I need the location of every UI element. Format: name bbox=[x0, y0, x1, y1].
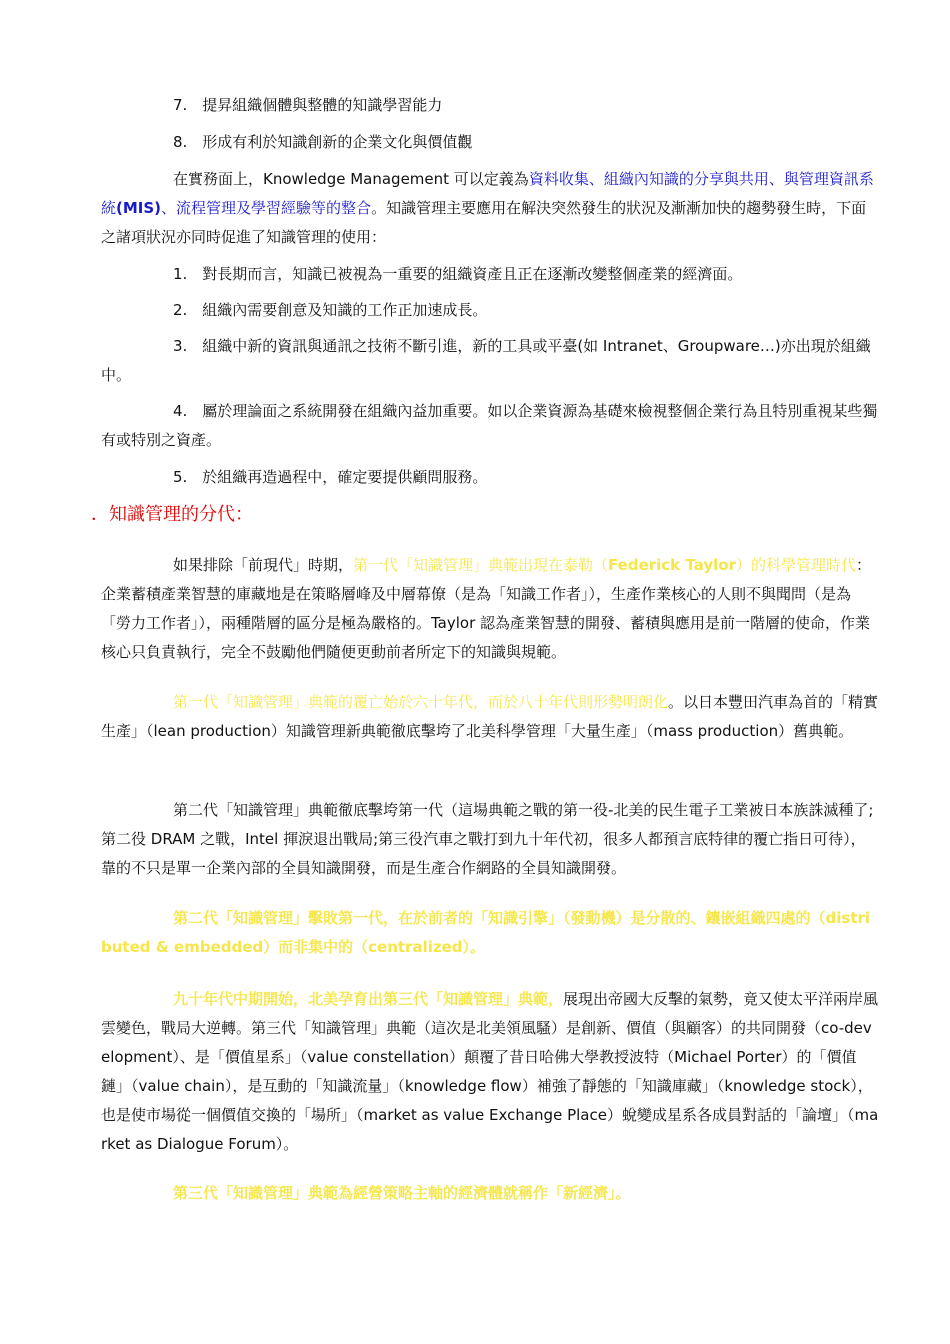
paragraph-first-generation-decline bbox=[101, 688, 879, 746]
text: 展現出帝國大反擊的氣勢，竟又使太平洋兩岸風雲變色，戰局大逆轉。第三代「知識管理」典範（這次是北美領風騷）是創新、價值（與顧客）的共同開發（co-development）、是「價值星系」（value constellation）顛覆了昔日哈佛大學教授波特（Michael Porter）的「價值鏈」（value chain），是互動的「知識流量」（knowledge flow）補強了靜態的「知識庫藏」（knowledge stock），也是使市場從一個價值交換的「場所」（market as value Exchange Place）蛻變成星系各成員對話的「論壇」（market as Dialogue Forum）。 bbox=[101, 990, 879, 1153]
list-item-2: 2. 組織內需要創意及知識的工作正加速成長。 bbox=[173, 301, 488, 319]
paragraph-km-definition bbox=[101, 165, 879, 252]
paragraph-second-generation-highlight bbox=[101, 904, 879, 962]
text: ：企業蓄積產業智慧的庫藏地是在策略層峰及中層幕僚（是為「知識工作者」），生產作業核心的人則不與聞問（是為「勞力工作者」），兩種階層的區分是極為嚴格的。Taylor 認為產業智慧的開發、蓄積與應用是前一階層的使命，作業核心只負責執行，完全不鼓勵他們隨便更動前者所定下的知識與規範。 bbox=[101, 556, 871, 661]
text: 。知識管理主要應用在解決突然發生的狀況及漸漸加快的趨勢發生時，下面之諸項狀況亦同時促進了知識管理的使用： bbox=[101, 199, 867, 246]
highlight-yellow-text: ）而非集中的（ bbox=[263, 938, 369, 956]
highlight-yellow-text: ）的科學管理時代 bbox=[735, 556, 856, 574]
highlight-yellow-text: ）。 bbox=[462, 938, 486, 956]
text: 如果排除「前現代」時期， bbox=[173, 556, 354, 574]
list-item-1: 1. 對長期而言，知識已被視為一重要的組織資產且正在逐漸改變整個產業的經濟面。 bbox=[173, 265, 743, 283]
highlight-blue-text: 資料收集、組織內知識的分享與共用、與管理資訊系統 bbox=[101, 170, 874, 217]
highlight-yellow-text: 九十年代中期開始，北美孕育出第三代「知識管理」典範， bbox=[173, 990, 564, 1008]
list-item-7: 7. 提昇組織個體與整體的知識學習能力 bbox=[173, 96, 443, 114]
highlight-yellow-bold-text: centralized bbox=[368, 938, 463, 956]
paragraph-new-economy bbox=[101, 1179, 879, 1208]
list-item-4: 4. 屬於理論面之系統開發在組織內益加重要。如以企業資源為基礎來檢視整個企業行為且特別重視某些獨有或特別之資產。 bbox=[101, 402, 878, 449]
highlight-yellow-text: 第一代「知識管理」典範出現在泰勒（ bbox=[353, 556, 609, 574]
highlight-yellow-text: 第三代「知識管理」典範為經營策略主軸的經濟體就稱作「新經濟」。 bbox=[173, 1184, 631, 1202]
list-item-5: 5. 於組織再造過程中，確定要提供顧問服務。 bbox=[173, 468, 488, 486]
highlight-yellow-bold-text: distributed & embedded bbox=[101, 909, 871, 956]
list-item-3: 3. 組織中新的資訊與通訊之技術不斷引進，新的工具或平臺(如 Intranet、Groupware…)亦出現於組織中。 bbox=[101, 337, 871, 384]
highlight-blue-text: 、流程管理及學習經驗等的整合 bbox=[161, 199, 372, 217]
text: 在實務面上，Knowledge Management 可以定義為 bbox=[173, 170, 529, 188]
highlight-yellow-bold-text: Federick Taylor bbox=[608, 556, 736, 574]
mis-bold-text: (MIS) bbox=[116, 199, 162, 217]
paragraph-third-generation bbox=[101, 985, 879, 1159]
text: 。以日本豐田汽車為首的「精實生產」（lean production）知識管理新典範徹底擊垮了北美科學管理「大量生產」（mass production）舊典範。 bbox=[101, 693, 879, 740]
paragraph-first-generation bbox=[101, 551, 879, 667]
paragraph-second-generation: 第二代「知識管理」典範徹底擊垮第一代（這場典範之戰的第一役-北美的民生電子工業被日本族誅滅種了;第二役 DRAM 之戰，Intel 揮淚退出戰局;第三役汽車之戰打到九十年代初，很多人都預言底特律的覆亡指日可待），靠的不只是單一企業內部的全員知識開發，而是生產合作網路的全員知識開發。 bbox=[101, 801, 874, 877]
section-heading: ．知識管理的分代： bbox=[91, 504, 253, 525]
highlight-yellow-text: 第一代「知識管理」典範的覆亡始於六十年代，而於八十年代則形勢明朗化 bbox=[173, 693, 669, 711]
list-item-8: 8. 形成有利於知識創新的企業文化與價值觀 bbox=[173, 133, 473, 151]
highlight-yellow-text: 第二代「知識管理」擊敗第一代，在於前者的「知識引擎」（發動機）是分散的、鑲嵌組織四處的（ bbox=[173, 909, 826, 927]
